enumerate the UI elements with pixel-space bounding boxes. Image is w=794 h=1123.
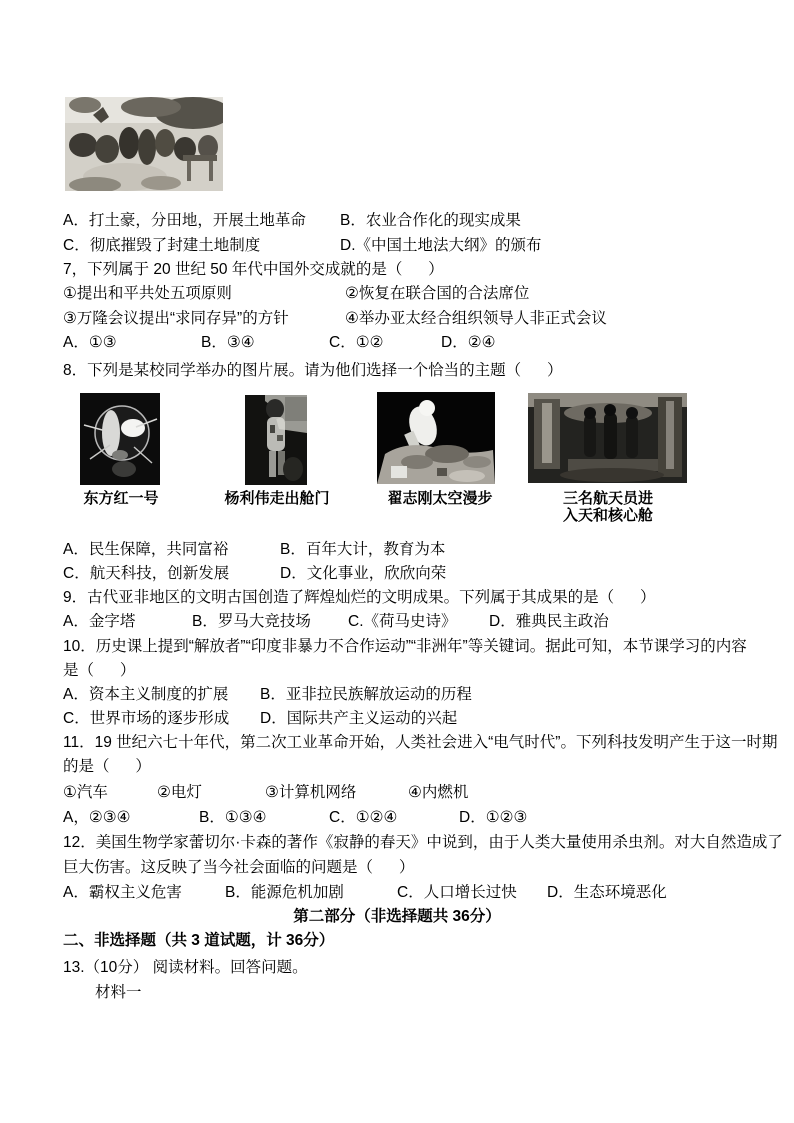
q12-answer-c: C．人口增长过快 — [397, 884, 517, 901]
q8-option-b: B．百年大计，教育为本 — [280, 541, 446, 558]
q9-answer-a: A．金字塔 — [63, 613, 136, 630]
q7-items-row-2 — [63, 309, 607, 329]
three-astronauts-tianhe-photo — [528, 393, 687, 483]
q8-figure-3-caption: 翟志刚太空漫步 — [387, 490, 493, 507]
q11-stem-line-1: 11．19 世纪六七十年代，第二次工业革命开始，人类社会进入“电气时代”。下列科技发明产生于这一时期 — [63, 734, 778, 751]
q11-answer-d: D．①②③ — [459, 809, 528, 826]
q7-item-2: ②恢复在联合国的合法席位 — [345, 285, 530, 302]
q7-items-row-1 — [63, 284, 529, 304]
land-reform-photo-art — [65, 97, 223, 191]
zhai-zhigang-spacewalk-photo — [377, 392, 495, 484]
q9-stem: 9．古代亚非地区的文明古国创造了辉煌灿烂的文明成果。下列属于其成果的是（ ） — [63, 589, 656, 606]
q12-answers — [63, 883, 667, 903]
material-one-label: 材料一 — [95, 984, 142, 1001]
q13-intro: 13.（10分） 阅读材料。回答问题。 — [63, 959, 308, 976]
q8-stem: 8．下列是某校同学举办的图片展。请为他们选择一个恰当的主题（ ） — [63, 362, 563, 379]
q7-answer-d: D．②④ — [441, 334, 496, 351]
q6-options-row-1 — [63, 211, 521, 231]
q7-answers — [63, 333, 496, 353]
q10-option-b: B．亚非拉民族解放运动的历程 — [260, 686, 472, 703]
part2-header: 第二部分（非选择题共 36分） — [293, 908, 501, 925]
q8-option-c: C．航天科技，创新发展 — [63, 565, 230, 582]
q8-option-d: D．文化事业，欣欣向荣 — [280, 565, 447, 582]
q11-item-4: ④内燃机 — [408, 784, 469, 801]
q9-answers — [63, 612, 609, 632]
q7-answer-a: A．①③ — [63, 334, 117, 351]
q7-answer-b: B．③④ — [201, 334, 255, 351]
q6-option-b: B．农业合作化的现实成果 — [340, 212, 521, 229]
q11-items — [63, 783, 468, 803]
q12-answer-b: B．能源危机加剧 — [225, 884, 344, 901]
q8-figure-1-caption: 东方红一号 — [83, 490, 159, 507]
q11-item-2: ②电灯 — [157, 784, 202, 801]
q10-stem-line-2: 是（ ） — [63, 662, 136, 679]
q12-stem-line-2: 巨大伤害。这反映了当今社会面临的问题是（ ） — [63, 859, 415, 876]
q6-options-row-2 — [63, 236, 542, 256]
dongfanghong-1-satellite-photo — [80, 393, 160, 485]
q11-answers — [63, 808, 527, 828]
q6-option-a: A．打土豪，分田地，开展土地革命 — [63, 212, 306, 229]
q8-options-row-1 — [63, 540, 445, 560]
q10-options-row-2 — [63, 709, 457, 729]
q11-item-1: ①汽车 — [63, 784, 108, 801]
q10-options-row-1 — [63, 685, 472, 705]
q8-option-a: A．民生保障，共同富裕 — [63, 541, 229, 558]
q8-figure-4-caption-line-1: 三名航天员进 — [562, 490, 653, 507]
q9-answer-c: C.《荷马史诗》 — [348, 613, 457, 630]
q10-option-a: A．资本主义制度的扩展 — [63, 686, 229, 703]
q12-answer-d: D．生态环境恶化 — [547, 884, 667, 901]
q7-item-4: ④举办亚太经合组织领导人非正式会议 — [345, 310, 607, 327]
part2-subheader: 二、非选择题（共 3 道试题，计 36分） — [63, 932, 335, 949]
q10-option-c: C．世界市场的逐步形成 — [63, 710, 230, 727]
yang-liwei-exit-hatch-photo — [245, 395, 307, 485]
q7-item-3: ③万隆会议提出“求同存异”的方针 — [63, 310, 289, 327]
q8-options-row-2 — [63, 564, 446, 584]
q10-option-d: D．国际共产主义运动的兴起 — [260, 710, 458, 727]
q7-item-1: ①提出和平共处五项原则 — [63, 285, 232, 302]
q11-answer-a: A，②③④ — [63, 809, 131, 826]
q11-stem-line-2: 的是（ ） — [63, 758, 151, 775]
q8-figure-4-caption — [548, 490, 668, 524]
q7-answer-c: C．①② — [329, 334, 384, 351]
q8-figure-row — [0, 385, 794, 535]
q7-stem: 7，下列属于 20 世纪 50 年代中国外交成就的是（ ） — [63, 261, 444, 278]
q8-figure-4-caption-line-2: 入天和核心舱 — [562, 507, 653, 524]
q6-option-d: D.《中国土地法大纲》的颁布 — [340, 237, 542, 254]
q6-option-c: C．彻底摧毁了封建土地制度 — [63, 237, 261, 254]
q11-answer-c: C．①②④ — [329, 809, 398, 826]
q12-stem-line-1: 12．美国生物学家蕾切尔·卡森的著作《寂静的春天》中说到，由于人类大量使用杀虫剂。对大自然造成了 — [63, 834, 783, 851]
q8-figure-2-caption: 杨利伟走出舱门 — [224, 490, 330, 507]
q9-answer-b: B．罗马大竞技场 — [192, 613, 311, 630]
q9-answer-d: D．雅典民主政治 — [489, 613, 609, 630]
q11-item-3: ③计算机网络 — [265, 784, 357, 801]
land-reform-photo — [65, 97, 223, 191]
q10-stem-line-1: 10．历史课上提到“解放者”“印度非暴力不合作运动”“非洲年”等关键词。据此可知，本节课学习的内容 — [63, 638, 747, 655]
q12-answer-a: A．霸权主义危害 — [63, 884, 182, 901]
q11-answer-b: B．①③④ — [199, 809, 267, 826]
